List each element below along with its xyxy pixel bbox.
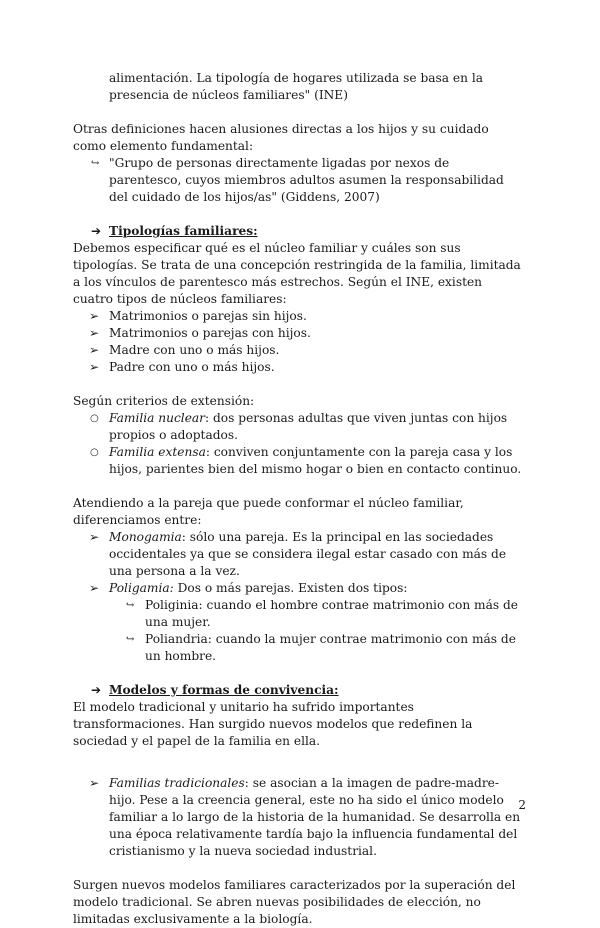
section-heading-tipologias bbox=[73, 223, 525, 240]
list-item bbox=[73, 597, 525, 631]
list-item-text: Poliandria: cuando la mujer contrae matrimonio con más de un hombre. bbox=[145, 632, 516, 663]
arrowhead-bullet-icon: ➢ bbox=[89, 776, 100, 790]
list-item-text: Padre con uno o más hijos. bbox=[109, 360, 275, 374]
term: Familia nuclear bbox=[109, 411, 206, 425]
circle-bullet-icon: ○ bbox=[90, 413, 99, 424]
list-item bbox=[73, 308, 525, 325]
arrowhead-bullet-icon: ➢ bbox=[89, 309, 100, 323]
list-item-text: Poliginia: cuando el hombre contrae matrimonio con más de una mujer. bbox=[145, 598, 519, 629]
closing-paragraph: Surgen nuevos modelos familiares caracterizados por la superación del modelo tradicional. Se abren nuevas posibilidades de elección, no limitadas exclusivamente a la biología. bbox=[73, 878, 516, 926]
list-item bbox=[73, 775, 525, 860]
page-number: 2 bbox=[518, 798, 526, 812]
arrowhead-bullet-icon: ➢ bbox=[89, 530, 100, 544]
term-description: : conviven conjuntamente con la pareja casa y los hijos, parientes bien del mismo hogar o bien en contacto continuo. bbox=[109, 445, 522, 476]
list-item-text bbox=[109, 775, 525, 860]
definitions-intro: Otras definiciones hacen alusiones directas a los hijos y su cuidado como elemento fundamental: bbox=[73, 122, 489, 153]
arrowhead-bullet-icon: ➢ bbox=[89, 360, 100, 374]
arrow-right-icon: ➔ bbox=[91, 683, 102, 697]
list-item bbox=[73, 529, 525, 580]
list-item bbox=[73, 631, 525, 665]
term-description: : dos personas adultas que viven juntas con hijos propios o adoptados. bbox=[109, 411, 508, 442]
arrowhead-bullet-icon: ➢ bbox=[89, 343, 100, 357]
couple-list bbox=[73, 529, 525, 597]
arrowhead-bullet-icon: ➢ bbox=[89, 326, 100, 340]
modelos-intro: El modelo tradicional y unitario ha sufrido importantes transformaciones. Han surgido nuevos modelos que redefinen la sociedad y el papel de la familia en ella. bbox=[73, 700, 473, 748]
heading-text: Modelos y formas de convivencia: bbox=[109, 683, 339, 697]
continuation-paragraph: alimentación. La tipología de hogares utilizada se basa en la presencia de núcleos familiares" (INE) bbox=[109, 71, 484, 102]
nucleus-types-list bbox=[73, 308, 525, 376]
traditional-list bbox=[73, 775, 525, 860]
couple-intro: Atendiendo a la pareja que puede conformar el núcleo familiar, diferenciamos entre: bbox=[73, 496, 464, 527]
polygamy-types-list bbox=[73, 597, 525, 665]
list-item bbox=[73, 325, 525, 342]
list-item-text: Matrimonios o parejas sin hijos. bbox=[109, 309, 307, 323]
giddens-quote: "Grupo de personas directamente ligadas por nexos de parentesco, cuyos miembros adultos asumen la responsabilidad del cuidado de los hijos/as" (Giddens, 2007) bbox=[109, 156, 504, 204]
hook-arrow-icon: ↪ bbox=[91, 158, 100, 169]
arrowhead-bullet-icon: ➢ bbox=[89, 581, 100, 595]
quote-list bbox=[73, 155, 525, 206]
arrow-right-icon: ➔ bbox=[91, 224, 102, 238]
term: Familias tradicionales bbox=[109, 776, 245, 790]
term: Poligamia: bbox=[109, 581, 174, 595]
hook-arrow-icon: ↪ bbox=[126, 634, 135, 645]
term: Monogamia bbox=[109, 530, 182, 544]
list-item-text: Matrimonios o parejas con hijos. bbox=[109, 326, 311, 340]
term-description: : se asocian a la imagen de padre-madre-hijo. Pese a la creencia general, este no ha sido el único modelo familiar a lo largo de la historia de la humanidad. Se desarrolla en una época relativamente tardía bajo la influencia fundamental del cristianismo y la nueva sociedad industrial. bbox=[109, 776, 521, 858]
list-item bbox=[73, 444, 525, 478]
list-item-text bbox=[109, 529, 525, 580]
heading-text: Tipologías familiares: bbox=[109, 224, 258, 238]
hook-arrow-icon: ↪ bbox=[126, 600, 135, 611]
circle-bullet-icon: ○ bbox=[90, 447, 99, 458]
extension-list bbox=[73, 410, 525, 478]
list-item-text: Madre con uno o más hijos. bbox=[109, 343, 280, 357]
extension-intro: Según criterios de extensión: bbox=[73, 394, 255, 408]
list-item-text bbox=[109, 444, 525, 478]
section-heading-modelos bbox=[73, 682, 525, 699]
term: Familia extensa bbox=[109, 445, 206, 459]
list-item bbox=[73, 359, 525, 376]
list-item bbox=[73, 580, 525, 597]
term-description: : sólo una pareja. Es la principal en las sociedades occidentales ya que se considera ilegal estar casado con más de una persona a la vez. bbox=[109, 530, 507, 578]
term-description: Dos o más parejas. Existen dos tipos: bbox=[173, 581, 408, 595]
quote-item bbox=[73, 155, 525, 206]
list-item-text bbox=[109, 580, 525, 597]
list-item bbox=[73, 342, 525, 359]
tipologias-intro: Debemos especificar qué es el núcleo familiar y cuáles son sus tipologías. Se trata de una concepción restringida de la familia, limitada a los vínculos de parentesco más estrechos. Según el INE, existen cuatro tipos de núcleos familiares: bbox=[73, 241, 521, 306]
document-page bbox=[73, 70, 525, 928]
list-item-text bbox=[109, 410, 525, 444]
list-item bbox=[73, 410, 525, 444]
